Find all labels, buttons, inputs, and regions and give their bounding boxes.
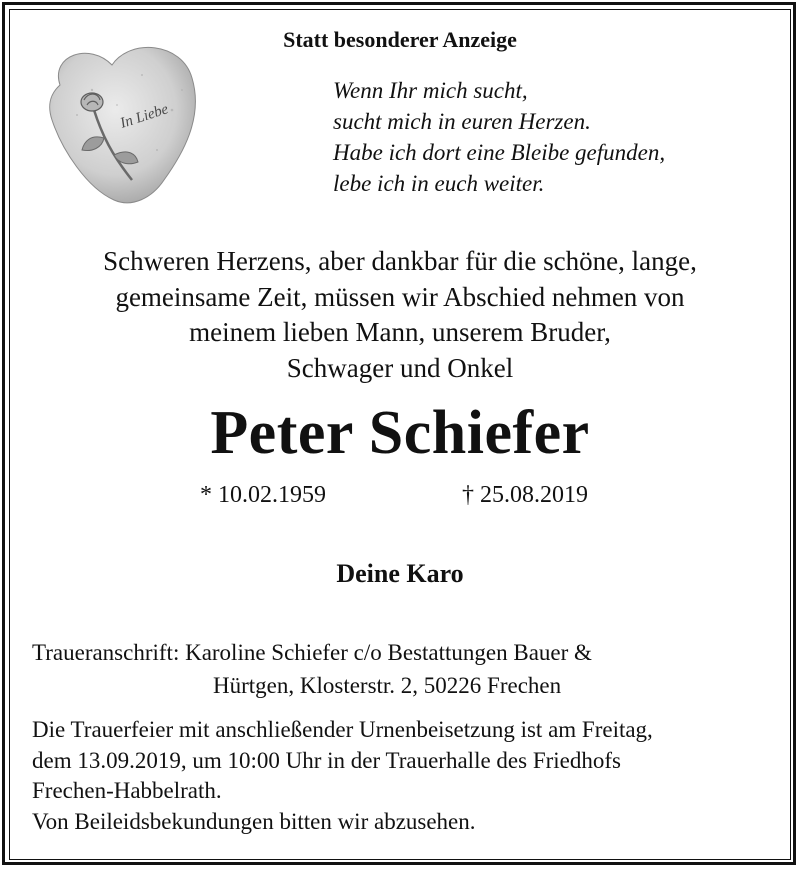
mourning-address <box>32 636 592 702</box>
intro-line: Schwager und Onkel <box>286 352 514 383</box>
address-line: Traueranschrift: Karoline Schiefer c/o Bestattungen Bauer & <box>32 640 592 665</box>
ceremony-line: Frechen-Habbelrath. <box>32 778 222 803</box>
poem-line: Habe ich dort eine Bleibe gefunden, <box>333 140 666 165</box>
poem-line: lebe ich in euch weiter. <box>333 171 545 196</box>
intro-line: Schweren Herzens, aber dankbar für die schöne, lange, <box>103 246 697 276</box>
address-line: Hürtgen, Klosterstr. 2, 50226 Frechen <box>213 673 562 698</box>
ceremony-info <box>32 715 653 837</box>
poem-line: Wenn Ihr mich sucht, <box>333 78 528 103</box>
death-date: † 25.08.2019 <box>462 482 588 508</box>
signoff: Deine Karo <box>336 559 464 588</box>
notice-heading: Statt besonderer Anzeige <box>283 27 517 52</box>
heart-inscription: In Liebe <box>118 101 171 132</box>
ceremony-line: Von Beileidsbekundungen bitten wir abzusehen. <box>32 808 476 834</box>
deceased-name: Peter Schiefer <box>210 399 590 467</box>
intro-line: gemeinsame Zeit, müssen wir Abschied nehmen von <box>115 281 685 312</box>
stone-heart-with-rose-icon <box>32 30 217 210</box>
intro-line: meinem lieben Mann, unserem Bruder, <box>189 317 611 347</box>
birth-date: * 10.02.1959 <box>200 482 326 508</box>
intro-text <box>0 244 800 386</box>
poem <box>333 75 665 199</box>
ceremony-line: dem 13.09.2019, um 10:00 Uhr in der Trauerhalle des Friedhofs <box>32 747 621 773</box>
poem-line: sucht mich in euren Herzen. <box>333 109 591 134</box>
ceremony-line: Die Trauerfeier mit anschließender Urnenbeisetzung ist am Freitag, <box>32 717 653 742</box>
